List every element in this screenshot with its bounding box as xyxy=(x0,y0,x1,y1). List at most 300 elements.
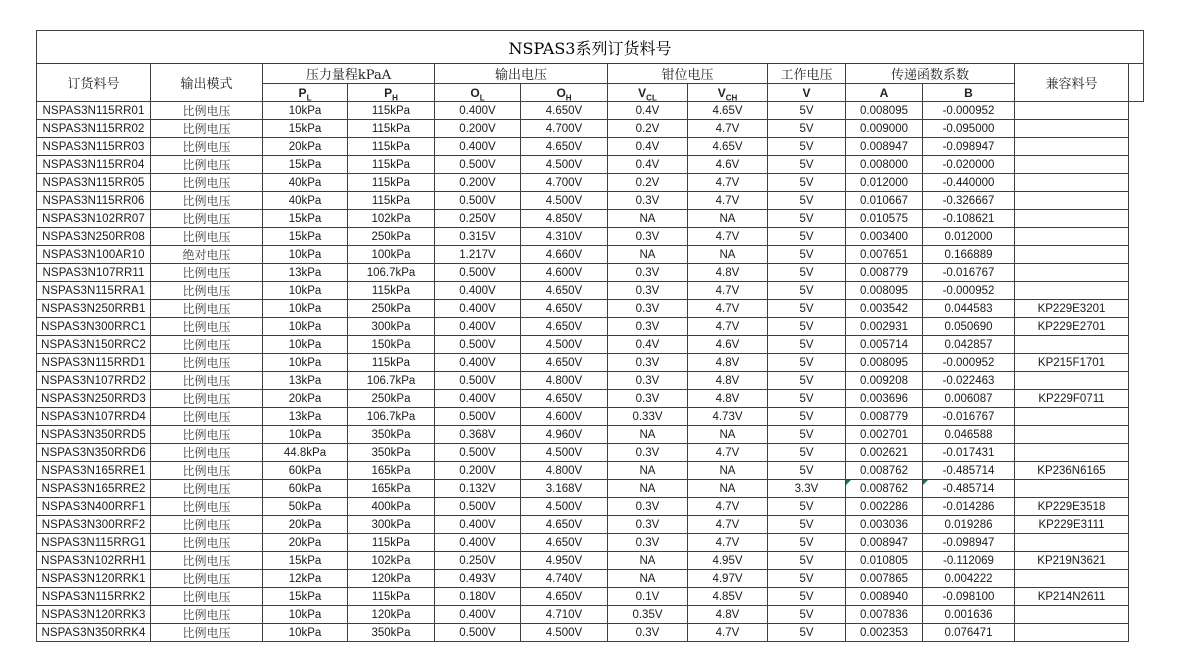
cell-coeff-a: 0.008947 xyxy=(846,138,923,156)
cell-compatible-part xyxy=(1015,624,1129,642)
cell-pressure-low: 20kPa xyxy=(263,534,348,552)
cell-coeff-b: -0.098947 xyxy=(923,138,1015,156)
cell-supply-voltage: 5V xyxy=(768,264,846,282)
cell-output-mode: 比例电压 xyxy=(151,624,263,642)
cell-supply-voltage: 5V xyxy=(768,444,846,462)
cell-pressure-high: 102kPa xyxy=(348,552,435,570)
cell-coeff-b: -0.485714 xyxy=(923,480,1015,498)
cell-pressure-low: 10kPa xyxy=(263,246,348,264)
cell-compatible-part xyxy=(1015,426,1129,444)
cell-clamp-voltage-high: 4.7V xyxy=(688,444,768,462)
cell-output-voltage-high: 4.850V xyxy=(521,210,608,228)
cell-pressure-low: 15kPa xyxy=(263,120,348,138)
cell-output-voltage-high: 4.500V xyxy=(521,156,608,174)
cell-part-number: NSPAS3N300RRC1 xyxy=(37,318,151,336)
cell-coeff-a: 0.008095 xyxy=(846,282,923,300)
cell-output-mode: 比例电压 xyxy=(151,210,263,228)
cell-clamp-voltage-high: 4.8V xyxy=(688,372,768,390)
cell-pressure-high: 115kPa xyxy=(348,192,435,210)
cell-output-voltage-low: 0.493V xyxy=(435,570,521,588)
cell-clamp-voltage-high: 4.65V xyxy=(688,138,768,156)
cell-output-voltage-high: 4.310V xyxy=(521,228,608,246)
order-table-body xyxy=(37,102,1144,642)
cell-output-voltage-high: 4.500V xyxy=(521,624,608,642)
cell-clamp-voltage-low: 0.2V xyxy=(608,174,688,192)
cell-pressure-low: 10kPa xyxy=(263,426,348,444)
cell-output-voltage-low: 0.400V xyxy=(435,318,521,336)
cell-part-number: NSPAS3N120RRK3 xyxy=(37,606,151,624)
cell-clamp-voltage-high: 4.7V xyxy=(688,192,768,210)
cell-output-voltage-low: 0.368V xyxy=(435,426,521,444)
cell-pressure-low: 10kPa xyxy=(263,354,348,372)
cell-output-voltage-low: 0.200V xyxy=(435,120,521,138)
cell-pressure-high: 120kPa xyxy=(348,606,435,624)
cell-output-voltage-high: 4.500V xyxy=(521,192,608,210)
cell-coeff-b: -0.022463 xyxy=(923,372,1015,390)
cell-output-mode: 比例电压 xyxy=(151,300,263,318)
cell-coeff-b: 0.076471 xyxy=(923,624,1015,642)
cell-clamp-voltage-low: NA xyxy=(608,426,688,444)
cell-output-voltage-high: 4.700V xyxy=(521,120,608,138)
cell-clamp-voltage-high: 4.7V xyxy=(688,228,768,246)
cell-coeff-b: 0.044583 xyxy=(923,300,1015,318)
cell-pressure-high: 115kPa xyxy=(348,102,435,120)
cell-output-voltage-high: 4.650V xyxy=(521,354,608,372)
cell-output-voltage-high: 4.600V xyxy=(521,264,608,282)
cell-clamp-voltage-high: 4.6V xyxy=(688,336,768,354)
cell-output-voltage-low: 0.132V xyxy=(435,480,521,498)
cell-clamp-voltage-low: 0.3V xyxy=(608,192,688,210)
cell-output-mode: 比例电压 xyxy=(151,480,263,498)
table-row xyxy=(37,138,1144,156)
cell-clamp-voltage-low: 0.33V xyxy=(608,408,688,426)
cell-compatible-part xyxy=(1015,534,1129,552)
cell-pressure-low: 20kPa xyxy=(263,516,348,534)
cell-coeff-b: 0.046588 xyxy=(923,426,1015,444)
cell-part-number: NSPAS3N250RR08 xyxy=(37,228,151,246)
cell-coeff-b: -0.020000 xyxy=(923,156,1015,174)
cell-part-number: NSPAS3N107RRD2 xyxy=(37,372,151,390)
table-row xyxy=(37,408,1144,426)
cell-output-mode: 比例电压 xyxy=(151,444,263,462)
cell-clamp-voltage-low: 0.3V xyxy=(608,282,688,300)
cell-pressure-low: 20kPa xyxy=(263,390,348,408)
cell-clamp-voltage-low: 0.3V xyxy=(608,300,688,318)
cell-output-mode: 比例电压 xyxy=(151,498,263,516)
cell-clamp-voltage-low: 0.4V xyxy=(608,102,688,120)
table-row xyxy=(37,480,1144,498)
cell-clamp-voltage-high: NA xyxy=(688,480,768,498)
cell-pressure-low: 10kPa xyxy=(263,606,348,624)
cell-output-voltage-high: 4.700V xyxy=(521,174,608,192)
cell-coeff-b: -0.098947 xyxy=(923,534,1015,552)
table-row xyxy=(37,444,1144,462)
cell-coeff-a: 0.003036 xyxy=(846,516,923,534)
table-row xyxy=(37,282,1144,300)
table-row xyxy=(37,246,1144,264)
cell-supply-voltage: 5V xyxy=(768,282,846,300)
cell-output-voltage-high: 4.800V xyxy=(521,462,608,480)
cell-compatible-part xyxy=(1015,282,1129,300)
cell-coeff-a: 0.008779 xyxy=(846,264,923,282)
cell-coeff-a: 0.008000 xyxy=(846,156,923,174)
cell-pressure-high: 115kPa xyxy=(348,354,435,372)
table-row xyxy=(37,102,1144,120)
cell-output-mode: 比例电压 xyxy=(151,588,263,606)
cell-output-voltage-high: 4.650V xyxy=(521,138,608,156)
cell-coeff-b: 0.042857 xyxy=(923,336,1015,354)
table-row xyxy=(37,354,1144,372)
cell-coeff-b: -0.098100 xyxy=(923,588,1015,606)
cell-output-voltage-high: 4.500V xyxy=(521,336,608,354)
cell-clamp-voltage-low: 0.3V xyxy=(608,516,688,534)
cell-pressure-low: 15kPa xyxy=(263,228,348,246)
cell-coeff-a: 0.007865 xyxy=(846,570,923,588)
cell-output-mode: 比例电压 xyxy=(151,156,263,174)
cell-compatible-part: KP219N3621 xyxy=(1015,552,1129,570)
cell-coeff-b: -0.017431 xyxy=(923,444,1015,462)
order-table xyxy=(36,30,1144,642)
cell-supply-voltage: 5V xyxy=(768,192,846,210)
cell-coeff-a: 0.008095 xyxy=(846,102,923,120)
cell-clamp-voltage-low: 0.1V xyxy=(608,588,688,606)
cell-output-voltage-high: 4.600V xyxy=(521,408,608,426)
cell-output-mode: 比例电压 xyxy=(151,102,263,120)
cell-pressure-high: 250kPa xyxy=(348,228,435,246)
cell-compatible-part xyxy=(1015,228,1129,246)
cell-pressure-low: 12kPa xyxy=(263,570,348,588)
cell-output-mode: 比例电压 xyxy=(151,516,263,534)
cell-output-mode: 比例电压 xyxy=(151,120,263,138)
cell-pressure-low: 15kPa xyxy=(263,210,348,228)
cell-output-mode: 比例电压 xyxy=(151,552,263,570)
cell-output-mode: 比例电压 xyxy=(151,228,263,246)
table-row xyxy=(37,588,1144,606)
cell-pressure-low: 40kPa xyxy=(263,174,348,192)
cell-part-number: NSPAS3N115RR02 xyxy=(37,120,151,138)
empty-margin-column xyxy=(1129,64,1144,102)
cell-coeff-a: 0.009000 xyxy=(846,120,923,138)
cell-part-number: NSPAS3N115RR06 xyxy=(37,192,151,210)
cell-supply-voltage: 5V xyxy=(768,498,846,516)
cell-coeff-b: -0.095000 xyxy=(923,120,1015,138)
cell-pressure-low: 15kPa xyxy=(263,156,348,174)
cell-output-voltage-high: 4.650V xyxy=(521,534,608,552)
cell-part-number: NSPAS3N107RRD4 xyxy=(37,408,151,426)
cell-pressure-low: 40kPa xyxy=(263,192,348,210)
cell-clamp-voltage-low: 0.3V xyxy=(608,228,688,246)
cell-pressure-high: 102kPa xyxy=(348,210,435,228)
table-row xyxy=(37,390,1144,408)
cell-clamp-voltage-low: 0.3V xyxy=(608,372,688,390)
col-header-clamp-voltage: 钳位电压 xyxy=(608,64,768,84)
cell-clamp-voltage-high: NA xyxy=(688,210,768,228)
cell-clamp-voltage-high: NA xyxy=(688,246,768,264)
cell-clamp-voltage-low: 0.3V xyxy=(608,318,688,336)
cell-clamp-voltage-low: NA xyxy=(608,480,688,498)
cell-supply-voltage: 5V xyxy=(768,516,846,534)
cell-clamp-voltage-high: 4.8V xyxy=(688,390,768,408)
cell-output-voltage-low: 0.200V xyxy=(435,174,521,192)
cell-part-number: NSPAS3N150RRC2 xyxy=(37,336,151,354)
cell-output-voltage-low: 0.500V xyxy=(435,264,521,282)
cell-coeff-a: 0.005714 xyxy=(846,336,923,354)
cell-supply-voltage: 5V xyxy=(768,354,846,372)
cell-coeff-b: 0.166889 xyxy=(923,246,1015,264)
cell-part-number: NSPAS3N120RRK1 xyxy=(37,570,151,588)
col-header-pressure-range: 压力量程kPaA xyxy=(263,64,435,84)
cell-compatible-part xyxy=(1015,210,1129,228)
cell-output-mode: 比例电压 xyxy=(151,426,263,444)
cell-coeff-a: 0.010575 xyxy=(846,210,923,228)
table-row xyxy=(37,264,1144,282)
cell-supply-voltage: 5V xyxy=(768,336,846,354)
cell-supply-voltage: 5V xyxy=(768,102,846,120)
cell-clamp-voltage-high: 4.85V xyxy=(688,588,768,606)
col-header-output-high: $O_H$ xyxy=(521,84,608,102)
cell-output-voltage-low: 0.500V xyxy=(435,498,521,516)
cell-compatible-part xyxy=(1015,372,1129,390)
cell-output-mode: 比例电压 xyxy=(151,534,263,552)
cell-supply-voltage: 5V xyxy=(768,300,846,318)
cell-supply-voltage: 3.3V xyxy=(768,480,846,498)
cell-clamp-voltage-low: 0.3V xyxy=(608,354,688,372)
cell-compatible-part xyxy=(1015,480,1129,498)
cell-coeff-a: 0.008947 xyxy=(846,534,923,552)
cell-output-mode: 比例电压 xyxy=(151,390,263,408)
cell-pressure-low: 10kPa xyxy=(263,624,348,642)
cell-coeff-a: 0.002353 xyxy=(846,624,923,642)
cell-pressure-low: 10kPa xyxy=(263,102,348,120)
col-header-output-low: $O_L$ xyxy=(435,84,521,102)
cell-output-voltage-low: 0.400V xyxy=(435,354,521,372)
cell-supply-voltage: 5V xyxy=(768,372,846,390)
cell-clamp-voltage-low: 0.3V xyxy=(608,624,688,642)
cell-coeff-b: 0.019286 xyxy=(923,516,1015,534)
cell-output-voltage-high: 4.710V xyxy=(521,606,608,624)
cell-coeff-a: 0.008762 xyxy=(846,480,923,498)
cell-pressure-low: 15kPa xyxy=(263,552,348,570)
table-row xyxy=(37,606,1144,624)
cell-pressure-high: 350kPa xyxy=(348,426,435,444)
cell-output-voltage-high: 4.650V xyxy=(521,516,608,534)
cell-clamp-voltage-low: NA xyxy=(608,210,688,228)
cell-pressure-high: 350kPa xyxy=(348,624,435,642)
cell-clamp-voltage-high: 4.7V xyxy=(688,282,768,300)
cell-output-voltage-low: 0.500V xyxy=(435,372,521,390)
cell-coeff-a: 0.008940 xyxy=(846,588,923,606)
cell-pressure-low: 44.8kPa xyxy=(263,444,348,462)
cell-part-number: NSPAS3N165RRE1 xyxy=(37,462,151,480)
cell-supply-voltage: 5V xyxy=(768,120,846,138)
cell-clamp-voltage-high: NA xyxy=(688,462,768,480)
cell-compatible-part: KP229F0711 xyxy=(1015,390,1129,408)
cell-coeff-b: -0.000952 xyxy=(923,102,1015,120)
cell-supply-voltage: 5V xyxy=(768,462,846,480)
cell-output-voltage-low: 0.315V xyxy=(435,228,521,246)
cell-clamp-voltage-low: 0.3V xyxy=(608,498,688,516)
cell-part-number: NSPAS3N250RRD3 xyxy=(37,390,151,408)
table-row xyxy=(37,552,1144,570)
cell-pressure-low: 10kPa xyxy=(263,282,348,300)
cell-output-voltage-low: 0.500V xyxy=(435,408,521,426)
cell-clamp-voltage-high: 4.7V xyxy=(688,498,768,516)
cell-compatible-part: KP229E3111 xyxy=(1015,516,1129,534)
error-indicator-triangle xyxy=(846,480,851,485)
cell-clamp-voltage-high: 4.7V xyxy=(688,624,768,642)
table-title: NSPAS3系列订货料号 xyxy=(37,31,1144,64)
cell-supply-voltage: 5V xyxy=(768,210,846,228)
cell-pressure-high: 165kPa xyxy=(348,480,435,498)
table-row xyxy=(37,534,1144,552)
cell-supply-voltage: 5V xyxy=(768,138,846,156)
cell-coeff-b: -0.485714 xyxy=(923,462,1015,480)
cell-coeff-a: 0.003696 xyxy=(846,390,923,408)
cell-pressure-high: 350kPa xyxy=(348,444,435,462)
cell-part-number: NSPAS3N102RR07 xyxy=(37,210,151,228)
table-row xyxy=(37,624,1144,642)
cell-supply-voltage: 5V xyxy=(768,552,846,570)
cell-supply-voltage: 5V xyxy=(768,426,846,444)
cell-output-voltage-high: 4.800V xyxy=(521,372,608,390)
cell-coeff-a: 0.002286 xyxy=(846,498,923,516)
cell-output-voltage-low: 0.500V xyxy=(435,336,521,354)
cell-output-voltage-low: 0.250V xyxy=(435,210,521,228)
cell-coeff-a: 0.012000 xyxy=(846,174,923,192)
cell-clamp-voltage-high: 4.6V xyxy=(688,156,768,174)
cell-output-voltage-high: 4.960V xyxy=(521,426,608,444)
cell-pressure-low: 60kPa xyxy=(263,462,348,480)
cell-supply-voltage: 5V xyxy=(768,156,846,174)
table-row xyxy=(37,120,1144,138)
col-header-transfer-coefficients: 传递函数系数 xyxy=(846,64,1015,84)
cell-supply-voltage: 5V xyxy=(768,390,846,408)
cell-output-mode: 绝对电压 xyxy=(151,246,263,264)
cell-part-number: NSPAS3N100AR10 xyxy=(37,246,151,264)
cell-output-voltage-high: 4.500V xyxy=(521,444,608,462)
cell-output-voltage-low: 0.400V xyxy=(435,534,521,552)
cell-output-voltage-low: 0.180V xyxy=(435,588,521,606)
col-header-part-number: 订货料号 xyxy=(37,64,151,102)
table-row xyxy=(37,426,1144,444)
cell-pressure-low: 10kPa xyxy=(263,300,348,318)
cell-part-number: NSPAS3N115RRG1 xyxy=(37,534,151,552)
cell-pressure-low: 15kPa xyxy=(263,588,348,606)
cell-coeff-b: 0.012000 xyxy=(923,228,1015,246)
cell-compatible-part: KP236N6165 xyxy=(1015,462,1129,480)
cell-coeff-b: -0.016767 xyxy=(923,264,1015,282)
cell-coeff-b: 0.006087 xyxy=(923,390,1015,408)
cell-clamp-voltage-low: 0.35V xyxy=(608,606,688,624)
cell-output-voltage-low: 0.400V xyxy=(435,516,521,534)
cell-output-mode: 比例电压 xyxy=(151,354,263,372)
cell-coeff-b: -0.000952 xyxy=(923,354,1015,372)
cell-output-mode: 比例电压 xyxy=(151,606,263,624)
cell-part-number: NSPAS3N400RRF1 xyxy=(37,498,151,516)
cell-coeff-b: 0.050690 xyxy=(923,318,1015,336)
cell-coeff-a: 0.003400 xyxy=(846,228,923,246)
cell-pressure-low: 20kPa xyxy=(263,138,348,156)
cell-compatible-part xyxy=(1015,264,1129,282)
cell-clamp-voltage-low: 0.3V xyxy=(608,264,688,282)
cell-output-voltage-high: 4.650V xyxy=(521,282,608,300)
cell-output-voltage-high: 4.650V xyxy=(521,390,608,408)
cell-part-number: NSPAS3N350RRD6 xyxy=(37,444,151,462)
cell-supply-voltage: 5V xyxy=(768,606,846,624)
col-header-supply-voltage: 工作电压 xyxy=(768,64,846,84)
cell-part-number: NSPAS3N102RRH1 xyxy=(37,552,151,570)
cell-pressure-high: 115kPa xyxy=(348,282,435,300)
cell-part-number: NSPAS3N115RRA1 xyxy=(37,282,151,300)
cell-output-voltage-high: 3.168V xyxy=(521,480,608,498)
cell-pressure-high: 120kPa xyxy=(348,570,435,588)
cell-clamp-voltage-high: 4.8V xyxy=(688,264,768,282)
cell-pressure-high: 150kPa xyxy=(348,336,435,354)
cell-pressure-high: 115kPa xyxy=(348,534,435,552)
col-header-pressure-high: $P_H$ xyxy=(348,84,435,102)
table-row xyxy=(37,462,1144,480)
cell-compatible-part xyxy=(1015,138,1129,156)
cell-compatible-part: KP229E3518 xyxy=(1015,498,1129,516)
cell-coeff-a: 0.008779 xyxy=(846,408,923,426)
col-header-clamp-high: $V_{CH}$ xyxy=(688,84,768,102)
cell-pressure-high: 300kPa xyxy=(348,318,435,336)
cell-clamp-voltage-low: NA xyxy=(608,462,688,480)
col-header-clamp-low: $V_{CL}$ xyxy=(608,84,688,102)
cell-part-number: NSPAS3N250RRB1 xyxy=(37,300,151,318)
table-row xyxy=(37,498,1144,516)
cell-output-voltage-high: 4.650V xyxy=(521,300,608,318)
col-header-output-voltage: 输出电压 xyxy=(435,64,608,84)
cell-coeff-b: -0.326667 xyxy=(923,192,1015,210)
cell-output-voltage-high: 4.650V xyxy=(521,102,608,120)
cell-output-voltage-low: 0.500V xyxy=(435,624,521,642)
cell-pressure-low: 13kPa xyxy=(263,372,348,390)
cell-compatible-part xyxy=(1015,336,1129,354)
cell-pressure-high: 106.7kPa xyxy=(348,372,435,390)
cell-pressure-low: 10kPa xyxy=(263,318,348,336)
cell-pressure-high: 250kPa xyxy=(348,300,435,318)
table-row xyxy=(37,156,1144,174)
col-header-supply-v: V xyxy=(768,84,846,102)
cell-clamp-voltage-low: NA xyxy=(608,552,688,570)
table-row xyxy=(37,210,1144,228)
cell-compatible-part: KP229E3201 xyxy=(1015,300,1129,318)
cell-compatible-part xyxy=(1015,120,1129,138)
col-header-pressure-low: $P_L$ xyxy=(263,84,348,102)
col-header-output-mode: 输出模式 xyxy=(151,64,263,102)
cell-output-mode: 比例电压 xyxy=(151,570,263,588)
cell-supply-voltage: 5V xyxy=(768,408,846,426)
cell-clamp-voltage-high: 4.73V xyxy=(688,408,768,426)
col-header-coeff-a: A xyxy=(846,84,923,102)
cell-coeff-a: 0.002621 xyxy=(846,444,923,462)
cell-output-voltage-low: 0.400V xyxy=(435,300,521,318)
cell-clamp-voltage-low: 0.4V xyxy=(608,336,688,354)
cell-coeff-a: 0.009208 xyxy=(846,372,923,390)
cell-supply-voltage: 5V xyxy=(768,174,846,192)
cell-coeff-a: 0.003542 xyxy=(846,300,923,318)
cell-pressure-high: 400kPa xyxy=(348,498,435,516)
cell-supply-voltage: 5V xyxy=(768,624,846,642)
table-row xyxy=(37,228,1144,246)
cell-supply-voltage: 5V xyxy=(768,534,846,552)
cell-pressure-low: 13kPa xyxy=(263,408,348,426)
cell-coeff-a: 0.010805 xyxy=(846,552,923,570)
cell-clamp-voltage-low: 0.3V xyxy=(608,444,688,462)
cell-coeff-b: -0.016767 xyxy=(923,408,1015,426)
cell-output-voltage-low: 0.400V xyxy=(435,390,521,408)
